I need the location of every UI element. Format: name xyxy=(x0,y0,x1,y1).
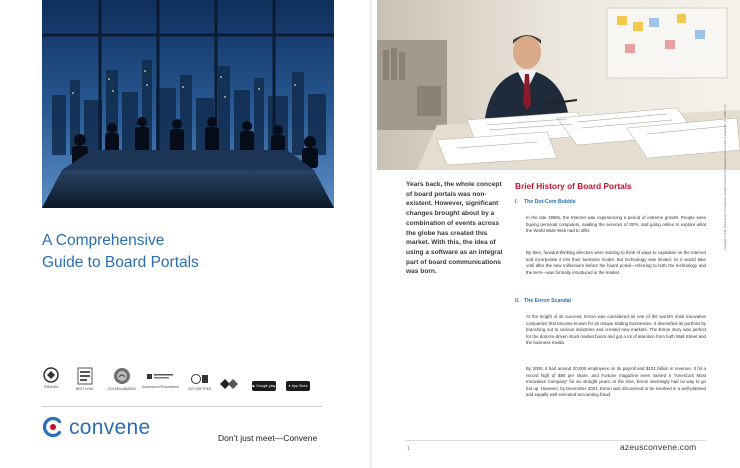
google-play-badge[interactable] xyxy=(252,381,276,391)
app-store-icon: ● xyxy=(288,384,291,388)
badge-best-in-biz xyxy=(76,367,93,391)
paragraph: By 2000, it had around 20,000 employees on its payroll and $101 billion in revenue. It hit a record high of $90 per share, and Fortune magazine even named it “America’s Most Innovative Company” for six straight years. At the time, Enron seemingly had no way to go but up. However, by December 2001, Enron was discovered to be involved in a well-planned and equally well executed accounting fraud. xyxy=(526,366,706,398)
google-play-icon: ▶ xyxy=(252,384,256,388)
app-store-badge[interactable] xyxy=(286,381,310,391)
paragraph: By then, forward-thinking directors were starting to think of ways to capitalise on the Internet and incorporate it into their business model. But technology was limited, so it would take until after the new millennium before the board portal—referring to both the technology and the term—was formally introduced in the market. xyxy=(526,250,706,275)
footer-divider xyxy=(42,406,322,407)
badge-itmunda xyxy=(42,367,60,389)
badge-caption: GOLDEN AWARDS xyxy=(108,387,136,391)
section-title: Brief History of Board Portals xyxy=(515,181,632,191)
golden-bridge-award-icon xyxy=(113,367,131,385)
page-number: 1 xyxy=(407,446,410,452)
badge-caption: ITMUNDA xyxy=(43,385,59,389)
cover-title-line-2: Guide to Board Portals xyxy=(42,254,199,271)
best-in-biz-award-icon xyxy=(77,367,93,385)
right-page xyxy=(372,0,740,468)
logo-wordmark: convene xyxy=(69,415,151,439)
badge-caption: ISO CERTIFIED xyxy=(188,387,212,391)
footer-divider xyxy=(405,440,707,441)
cover-title-line-1: A Comprehensive xyxy=(42,232,165,249)
subsection-numeral: I. xyxy=(515,199,518,205)
google-play-label: Google play xyxy=(256,384,276,388)
sharing-award-icon xyxy=(218,377,240,391)
government-procurement-icon xyxy=(147,373,173,383)
award-badges-row xyxy=(42,367,334,397)
pull-quote: Years back, the whole concept of board portals was non-existent. However, significant changes brought about by a combination of events across the globe has created this market. With this, the idea of using a software as an integral part of board communications was born. xyxy=(406,181,503,276)
subsection-title: The Enron Scandal xyxy=(524,298,571,304)
badge-caption: Government Procurement xyxy=(142,385,179,389)
itmunda-seal-icon xyxy=(42,367,60,383)
website-link[interactable]: azeusconvene.com xyxy=(620,442,697,452)
businessman-at-desk-photo xyxy=(377,0,740,170)
paragraph: In the late 1990s, the Internet was experiencing a period of extreme growth. People were buying personal computers, availing the services of ISPs, and going online to explore what the World Wide Web had to offer. xyxy=(526,215,706,234)
badge-golden-awards xyxy=(108,367,136,391)
subsection-heading-enron xyxy=(515,298,571,304)
cover-title xyxy=(42,230,342,274)
iso-certified-icon xyxy=(191,373,209,385)
badge-sharing xyxy=(218,377,240,391)
paragraph: At the height of its success, Enron was considered as one of the world’s most innovative companies that became known for its unique trading businesses. It diversified its portfolio by branching out to various industries and created new markets. The Enron story was perfect for the dotcom-driven stock market boom and got a lot of attention from both Wall Street and the business media. xyxy=(526,314,706,346)
badge-caption: BEST in BIZ xyxy=(76,387,94,391)
subsection-numeral: II. xyxy=(515,298,520,304)
tagline: Don’t just meet—Convene xyxy=(218,433,318,443)
badge-government-procurement xyxy=(142,373,179,389)
convene-logo-icon xyxy=(42,416,64,438)
copyright-text: Copyright © 2018. Azeus Group of Companies. All rights reserved. All information correct at time of publication. v1. 11/2017 | FI xyxy=(724,104,727,250)
badge-iso-certified xyxy=(188,373,211,391)
left-page xyxy=(0,0,369,468)
subsection-title: The Dot-Com Bubble xyxy=(524,199,576,205)
cover-photo-boardroom-skyline xyxy=(42,0,334,208)
subsection-heading-dot-com xyxy=(515,199,576,205)
convene-logo xyxy=(42,416,151,438)
app-store-label: App Store xyxy=(291,384,308,388)
